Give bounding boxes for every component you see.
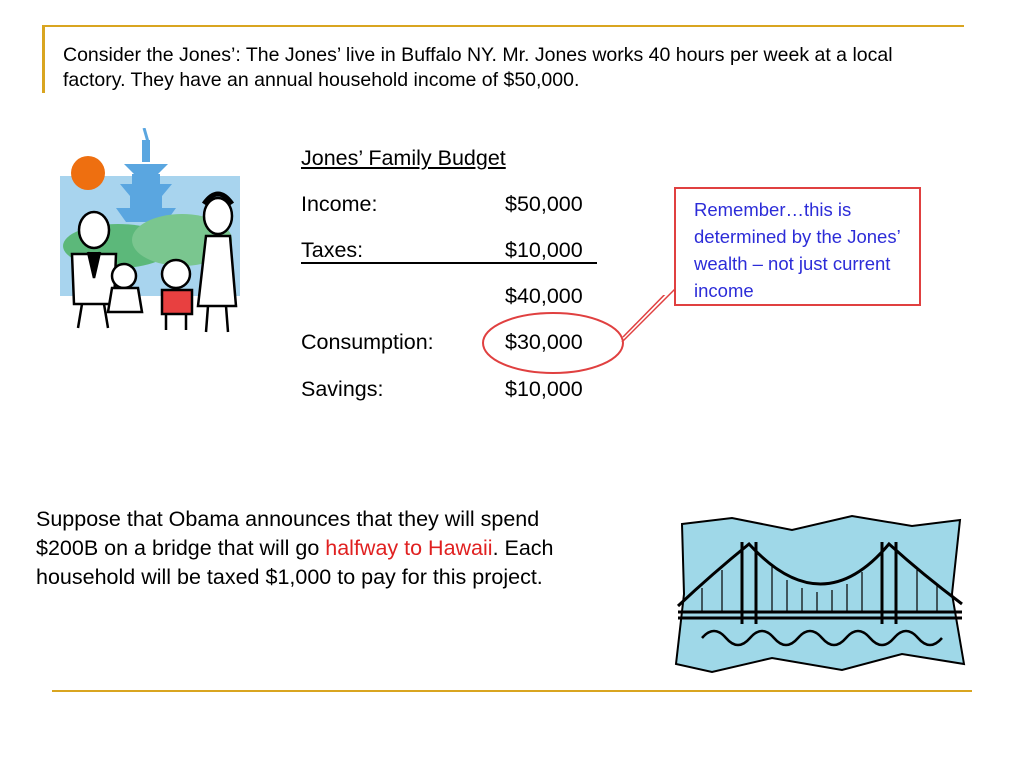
- budget-title: Jones’ Family Budget: [301, 146, 506, 170]
- story-highlight: halfway to Hawaii: [325, 536, 493, 560]
- taxes-value: $10,000: [505, 238, 583, 262]
- callout-text: Remember…this is determined by the Jones’ wealth – not just current income: [694, 199, 901, 301]
- taxes-label: Taxes:: [301, 238, 364, 262]
- story-text: [36, 505, 596, 592]
- income-value: $50,000: [505, 192, 583, 216]
- consumption-value: $30,000: [505, 330, 583, 354]
- income-label: Income:: [301, 192, 378, 216]
- story-after: . Each household will be taxed $1,000 to pay for this project.: [36, 536, 554, 589]
- savings-value: $10,000: [505, 377, 583, 401]
- bottom-rule: [52, 690, 972, 692]
- intro-text: Consider the Jones’: The Jones’ live in Buffalo NY. Mr. Jones works 40 hours per week at a local factory. They have an annual household income of $50,000.: [63, 44, 893, 91]
- top-rule: [44, 25, 964, 27]
- story-before: Suppose that Obama announces that they will spend $200B on a bridge that will go: [36, 507, 540, 560]
- disposable-value: $40,000: [505, 284, 583, 308]
- family-clipart-icon: [58, 128, 242, 336]
- taxes-underline: [301, 262, 597, 264]
- left-rule: [42, 25, 45, 93]
- bridge-clipart-icon: [672, 514, 968, 674]
- savings-label: Savings:: [301, 377, 384, 401]
- consumption-label: Consumption:: [301, 330, 434, 354]
